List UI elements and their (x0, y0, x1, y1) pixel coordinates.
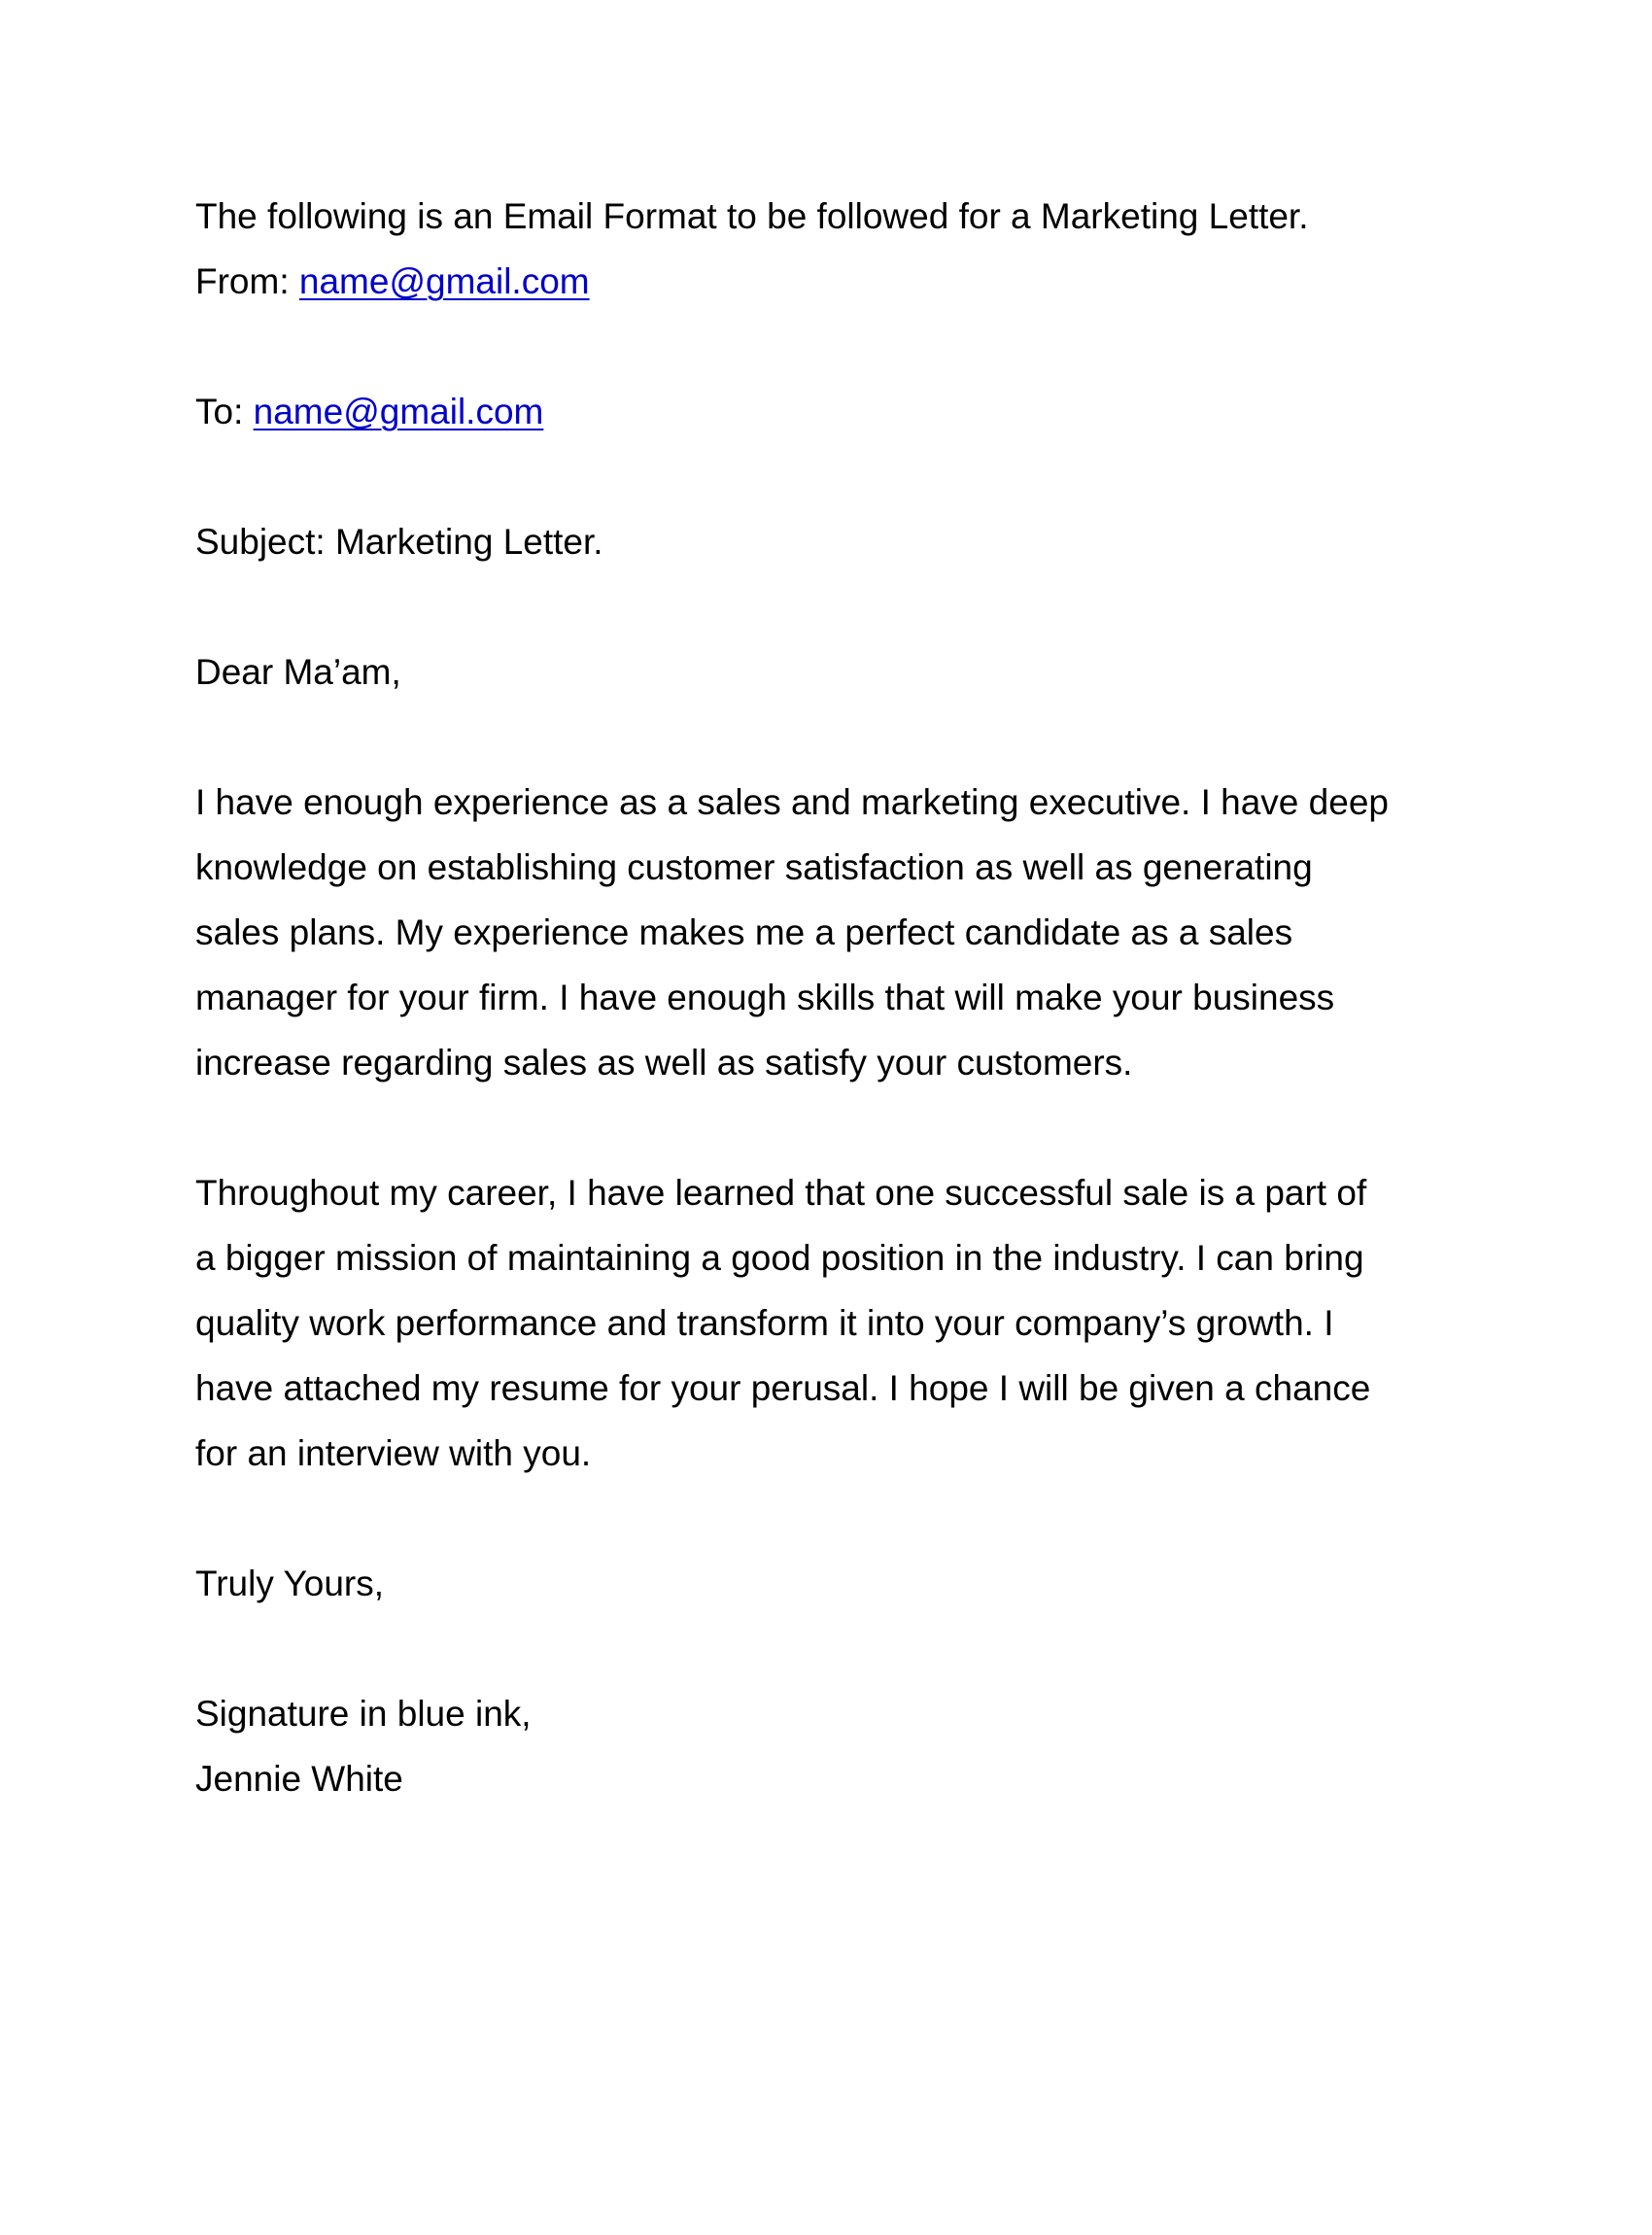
spacer (195, 705, 1478, 770)
intro-line: The following is an Email Format to be followed for a Marketing Letter. (195, 196, 1309, 236)
paragraph-line: I have enough experience as a sales and marketing executive. I have deep (195, 782, 1389, 822)
from-label: From: (195, 261, 299, 301)
paragraph-line: knowledge on establishing customer satisfaction as well as generating (195, 847, 1313, 887)
subject-line: Subject: Marketing Letter. (195, 522, 603, 562)
paragraph-2 (195, 1160, 1478, 1486)
spacer (195, 444, 1478, 509)
paragraph-line: manager for your firm. I have enough skills that will make your business (195, 978, 1335, 1017)
paragraph-line: Throughout my career, I have learned that one successful sale is a part of (195, 1173, 1367, 1213)
from-line (195, 249, 1478, 314)
paragraph-line: sales plans. My experience makes me a perfect candidate as a sales (195, 912, 1293, 952)
closing: Truly Yours, (195, 1564, 384, 1603)
salutation: Dear Ma’am, (195, 652, 401, 692)
paragraph-line: quality work performance and transform it into your company’s growth. I (195, 1303, 1334, 1343)
paragraph-1 (195, 770, 1478, 1095)
spacer (195, 1486, 1478, 1551)
paragraph-line: for an interview with you. (195, 1433, 592, 1473)
paragraph-line: a bigger mission of maintaining a good position in the industry. I can bring (195, 1238, 1364, 1278)
to-email-link[interactable]: name@gmail.com (253, 392, 544, 431)
spacer (195, 574, 1478, 639)
spacer (195, 1095, 1478, 1160)
paragraph-line: increase regarding sales as well as satisfy your customers. (195, 1043, 1133, 1083)
to-line (195, 379, 1478, 444)
spacer (195, 314, 1478, 379)
from-email-link[interactable]: name@gmail.com (298, 261, 590, 301)
signature-note: Signature in blue ink, (195, 1694, 532, 1734)
to-label: To: (195, 392, 254, 431)
spacer (195, 1616, 1478, 1681)
letter-body (195, 184, 1478, 1811)
paragraph-line: have attached my resume for your perusal. I hope I will be given a chance (195, 1368, 1371, 1408)
signer-name: Jennie White (195, 1759, 403, 1799)
